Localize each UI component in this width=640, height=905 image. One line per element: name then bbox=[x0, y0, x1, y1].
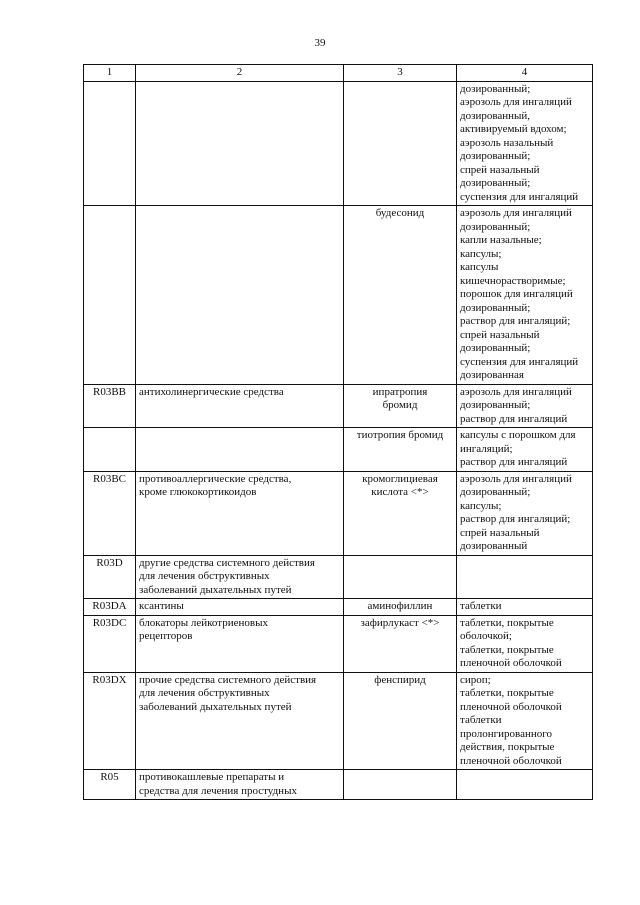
table-row bbox=[84, 672, 593, 770]
cell-line: спрей назальный bbox=[460, 526, 540, 539]
table-row bbox=[84, 770, 593, 800]
cell-line: пленочной оболочкой bbox=[460, 754, 562, 767]
cell-line: дозированный, bbox=[460, 109, 531, 122]
cell-line: дозированная bbox=[460, 369, 524, 381]
column-header-2: 2 bbox=[136, 65, 344, 82]
table-row bbox=[84, 471, 593, 555]
cell-line: для лечения обструктивных bbox=[139, 687, 270, 699]
table-row bbox=[84, 384, 593, 428]
group-cell bbox=[136, 206, 344, 385]
code-cell: R03BB bbox=[84, 384, 136, 428]
cell-line: кислота <*> bbox=[371, 486, 429, 498]
cell-line: аэрозоль для ингаляций bbox=[460, 385, 572, 398]
group-cell bbox=[136, 599, 344, 616]
cell-line: аминофиллин bbox=[367, 600, 433, 612]
group-cell bbox=[136, 81, 344, 206]
cell-line: капли назальные; bbox=[460, 234, 542, 246]
cell-line: ипратропия bbox=[372, 385, 428, 398]
cell-line: капсулы; bbox=[460, 499, 502, 512]
cell-line: капсулы с порошком для bbox=[460, 429, 576, 441]
cell-line: для лечения обструктивных bbox=[139, 570, 270, 582]
cell-line: сироп; bbox=[460, 673, 491, 686]
drug-cell bbox=[344, 206, 457, 385]
group-cell bbox=[136, 672, 344, 770]
cell-line: таблетки bbox=[460, 600, 502, 612]
table-row bbox=[84, 555, 593, 599]
forms-cell bbox=[457, 81, 593, 206]
cell-line: капсулы; bbox=[460, 247, 502, 260]
cell-line: будесонид bbox=[375, 207, 425, 219]
group-cell bbox=[136, 615, 344, 672]
cell-line: противокашлевые препараты и bbox=[139, 771, 285, 783]
cell-line: таблетки bbox=[460, 714, 502, 726]
drug-cell bbox=[344, 672, 457, 770]
table-row bbox=[84, 615, 593, 672]
cell-line: противоаллергические средства, bbox=[139, 472, 292, 485]
group-cell bbox=[136, 384, 344, 428]
cell-line: пролонгированного bbox=[460, 727, 552, 740]
cell-line: дозированный; bbox=[460, 150, 531, 162]
code-cell: R03BC bbox=[84, 471, 136, 555]
code-cell bbox=[84, 206, 136, 385]
cell-line: дозированный; bbox=[460, 486, 531, 498]
table-row bbox=[84, 81, 593, 206]
table-header-row bbox=[84, 65, 593, 82]
cell-line: ингаляций; bbox=[460, 442, 513, 455]
group-cell bbox=[136, 471, 344, 555]
cell-line: раствор для ингаляций bbox=[460, 456, 568, 468]
column-header-4: 4 bbox=[457, 65, 593, 82]
cell-line: антихолинергические средства bbox=[139, 385, 284, 398]
cell-line: аэрозоль для ингаляций bbox=[460, 472, 572, 485]
cell-line: раствор для ингаляций bbox=[460, 412, 568, 425]
cell-line: пленочной оболочкой bbox=[460, 657, 562, 669]
cell-line: зафирлукаст <*> bbox=[360, 616, 440, 629]
code-cell: R05 bbox=[84, 770, 136, 800]
group-cell bbox=[136, 428, 344, 472]
cell-line: оболочкой; bbox=[460, 630, 512, 642]
drug-cell bbox=[344, 770, 457, 800]
cell-line: ксантины bbox=[139, 600, 184, 612]
drug-cell bbox=[344, 471, 457, 555]
code-cell: R03DX bbox=[84, 672, 136, 770]
code-cell bbox=[84, 428, 136, 472]
drug-cell bbox=[344, 384, 457, 428]
forms-cell bbox=[457, 672, 593, 770]
cell-line: аэрозоль назальный bbox=[460, 136, 554, 149]
table-row bbox=[84, 206, 593, 385]
cell-line: блокаторы лейкотриеновых bbox=[139, 616, 268, 629]
cell-line: раствор для ингаляций; bbox=[460, 315, 571, 327]
code-cell bbox=[84, 81, 136, 206]
forms-cell bbox=[457, 384, 593, 428]
cell-line: пленочной оболочкой bbox=[460, 700, 562, 713]
group-cell bbox=[136, 770, 344, 800]
cell-line: суспензия для ингаляций bbox=[460, 355, 579, 368]
forms-cell bbox=[457, 599, 593, 616]
code-cell: R03D bbox=[84, 555, 136, 599]
cell-line: таблетки, покрытые bbox=[460, 643, 554, 656]
cell-line: кишечнорастворимые; bbox=[460, 274, 566, 287]
forms-cell bbox=[457, 471, 593, 555]
cell-line: заболеваний дыхательных путей bbox=[139, 583, 292, 596]
cell-line: кроме глюкокортикоидов bbox=[139, 486, 257, 498]
forms-cell bbox=[457, 206, 593, 385]
forms-cell bbox=[457, 428, 593, 472]
cell-line: дозированный; bbox=[460, 220, 531, 233]
drug-cell bbox=[344, 81, 457, 206]
cell-line: порошок для ингаляций bbox=[460, 288, 573, 300]
table-body bbox=[84, 81, 593, 800]
table-row bbox=[84, 428, 593, 472]
code-cell: R03DA bbox=[84, 599, 136, 616]
drug-cell bbox=[344, 615, 457, 672]
cell-line: дозированный; bbox=[460, 177, 531, 189]
cell-line: средства для лечения простудных bbox=[139, 784, 297, 797]
cell-line: действия, покрытые bbox=[460, 741, 555, 753]
cell-line: рецепторов bbox=[139, 630, 193, 642]
drug-cell bbox=[344, 428, 457, 472]
cell-line: капсулы bbox=[460, 261, 499, 273]
cell-line: дозированный; bbox=[460, 342, 531, 354]
cell-line: дозированный bbox=[460, 540, 528, 552]
column-header-1: 1 bbox=[84, 65, 136, 82]
cell-line: активируемый вдохом; bbox=[460, 123, 567, 135]
cell-line: аэрозоль для ингаляций bbox=[460, 96, 572, 108]
cell-line: прочие средства системного действия bbox=[139, 673, 317, 686]
cell-line: спрей назальный bbox=[460, 163, 540, 176]
column-header-3: 3 bbox=[344, 65, 457, 82]
page-number: 39 bbox=[314, 37, 326, 49]
cell-line: раствор для ингаляций; bbox=[460, 513, 571, 525]
cell-line: бромид bbox=[382, 399, 418, 411]
table-row bbox=[84, 599, 593, 616]
drug-table bbox=[83, 64, 593, 800]
cell-line: таблетки, покрытые bbox=[460, 616, 554, 629]
cell-line: спрей назальный bbox=[460, 328, 540, 341]
group-cell bbox=[136, 555, 344, 599]
forms-cell bbox=[457, 615, 593, 672]
cell-line: дозированный; bbox=[460, 301, 531, 314]
cell-line: кромоглициевая bbox=[362, 472, 438, 485]
forms-cell bbox=[457, 555, 593, 599]
cell-line: дозированный; bbox=[460, 82, 531, 95]
cell-line: заболеваний дыхательных путей bbox=[139, 700, 292, 713]
forms-cell bbox=[457, 770, 593, 800]
cell-line: тиотропия бромид bbox=[356, 429, 444, 441]
cell-line: фенспирид bbox=[374, 673, 426, 686]
code-cell: R03DC bbox=[84, 615, 136, 672]
cell-line: другие средства системного действия bbox=[139, 556, 315, 569]
cell-line: аэрозоль для ингаляций bbox=[460, 207, 572, 219]
cell-line: суспензия для ингаляций bbox=[460, 190, 579, 203]
cell-line: таблетки, покрытые bbox=[460, 687, 554, 699]
cell-line: дозированный; bbox=[460, 399, 531, 411]
drug-cell bbox=[344, 555, 457, 599]
drug-cell bbox=[344, 599, 457, 616]
